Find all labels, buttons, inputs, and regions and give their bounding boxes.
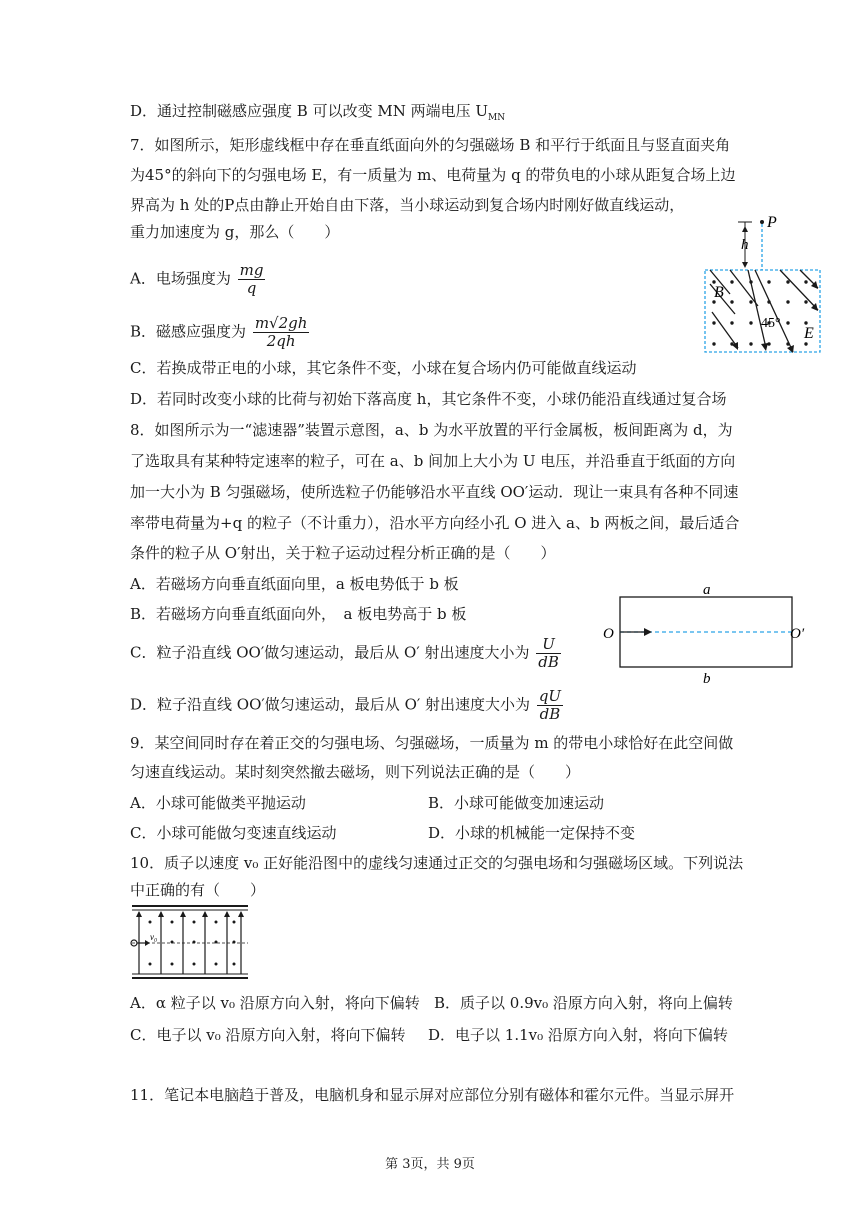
o-prime-label: O′ xyxy=(790,626,805,642)
q10-option-c: C．电子以 v₀ 沿原方向入射，将向下偏转 xyxy=(130,1026,406,1044)
q7-option-d: D．若同时改变小球的比荷与初始下落高度 h，其它条件不变，小球仍能沿直线通过复合场 xyxy=(130,390,727,408)
q10-option-a: A．α 粒子以 v₀ 沿原方向入射，将向下偏转 xyxy=(130,994,420,1012)
prev-option-d xyxy=(130,101,505,128)
e-field-label: E xyxy=(804,325,814,342)
o-label: O xyxy=(603,626,614,642)
field-arrowheads xyxy=(136,911,244,917)
q10-line-1: 10．质子以速度 v₀ 正好能沿图中的虚线匀速通过正交的匀强电场和匀强磁场区域。下列说法 xyxy=(130,854,744,872)
fraction-numerator: U xyxy=(536,636,561,654)
b-field-label: B xyxy=(714,284,724,301)
q8-line-1: 8．如图所示为一“滤速器”装置示意图，a、b 为水平放置的平行金属板，板间距离为 d，为 xyxy=(130,421,733,439)
q9-option-a: A．小球可能做类平抛运动 xyxy=(130,794,306,812)
q8-option-d-fraction xyxy=(537,688,563,723)
q8-option-c-fraction xyxy=(536,636,561,671)
velocity-label: v₀ xyxy=(150,932,158,942)
point-p-label: P xyxy=(767,214,777,231)
q8-line-3: 加一大小为 B 匀强磁场，使所选粒子仍能够沿水平直线 OO′运动．现让一束具有各种不同速 xyxy=(130,483,739,501)
q10-option-b: B．质子以 0.9v₀ 沿原方向入射，将向上偏转 xyxy=(434,994,733,1012)
q7-option-a xyxy=(130,262,265,297)
q9-option-c: C．小球可能做匀变速直线运动 xyxy=(130,824,337,842)
q7-option-a-text: A．电场强度为 xyxy=(130,269,231,288)
point-p xyxy=(760,220,764,224)
plate-b-label: b xyxy=(703,671,711,687)
q8-figure xyxy=(598,580,828,690)
page-footer: 第 3页，共 9页 xyxy=(385,1157,475,1172)
q8-line-5: 条件的粒子从 O′射出，关于粒子运动过程分析正确的是（ ） xyxy=(130,544,556,562)
q7-option-b-text: B．磁感应强度为 xyxy=(130,322,247,341)
q11-line-1: 11．笔记本电脑趋于普及，电脑机身和显示屏对应部位分别有磁体和霍尔元件。当显示屏开 xyxy=(130,1086,735,1104)
q7-option-a-fraction xyxy=(238,262,266,297)
q10-figure xyxy=(128,902,250,984)
q8-option-b: B．若磁场方向垂直纸面向外， a 板电势高于 b 板 xyxy=(130,605,467,623)
q7-figure xyxy=(700,212,825,357)
q7-option-b xyxy=(130,315,309,350)
q9-option-d: D．小球的机械能一定保持不变 xyxy=(428,824,636,842)
q9-line-2: 匀速直线运动。某时刻突然撤去磁场，则下列说法正确的是（ ） xyxy=(130,763,581,781)
field-region xyxy=(705,270,820,352)
q7-option-c: C．若换成带正电的小球，其它条件不变，小球在复合场内仍可能做直线运动 xyxy=(130,359,637,377)
q7-line-4: 重力加速度为 g，那么（ ） xyxy=(130,223,340,241)
q8-option-d xyxy=(130,688,563,723)
q8-line-4: 率带电荷量为+q 的粒子（不计重力），沿水平方向经小孔 O 进入 a、b 两板之间，最后适合 xyxy=(130,514,740,532)
fraction-denominator: dB xyxy=(539,705,561,723)
fraction-denominator: 2qh xyxy=(266,332,296,350)
fraction-numerator: m√2gh xyxy=(254,314,308,332)
angle-label: 45° xyxy=(761,316,781,331)
prev-option-d-text: D．通过控制磁感应强度 B 可以改变 MN 两端电压 U xyxy=(130,102,489,120)
fraction-numerator: qU xyxy=(538,687,562,705)
entry-arrowhead xyxy=(644,628,652,636)
q8-line-2: 了选取具有某种特定速率的粒子，可在 a、b 间加上大小为 U 电压，并沿垂直于纸面的方向 xyxy=(130,452,736,470)
q8-option-c xyxy=(130,636,561,671)
q10-option-d: D．电子以 1.1v₀ 沿原方向入射，将向下偏转 xyxy=(428,1026,728,1044)
fraction-numerator: mg xyxy=(239,261,264,279)
q9-line-1: 9．某空间同时存在着正交的匀强电场、匀强磁场，一质量为 m 的带电小球恰好在此空间做 xyxy=(130,734,734,752)
q9-option-b: B．小球可能做变加速运动 xyxy=(428,794,605,812)
fraction-denominator: q xyxy=(246,279,257,297)
q8-option-c-text: C．粒子沿直线 OO′做匀速运动，最后从 O′ 射出速度大小为 xyxy=(130,643,530,662)
q7-line-1: 7．如图所示，矩形虚线框中存在垂直纸面向外的匀强磁场 B 和平行于纸面且与竖直面夹角 xyxy=(130,136,731,154)
q7-line-3: 界高为 h 处的P点由静止开始自由下落，当小球运动到复合场内时刚好做直线运动， xyxy=(130,196,685,214)
electric-field-lines xyxy=(710,270,818,352)
q7-line-2: 为45°的斜向下的匀强电场 E，有一质量为 m、电荷量为 q 的带负电的小球从距复合场上边 xyxy=(130,166,736,184)
q10-line-2: 中正确的有（ ） xyxy=(130,881,266,899)
q7-option-b-fraction xyxy=(253,315,310,350)
plate-a-label: a xyxy=(703,582,711,598)
q8-option-d-text: D．粒子沿直线 OO′做匀速运动，最后从 O′ 射出速度大小为 xyxy=(130,695,531,714)
q8-option-a: A．若磁场方向垂直纸面向里，a 板电势低于 b 板 xyxy=(130,575,459,593)
height-label: h xyxy=(741,237,749,253)
fraction-denominator: dB xyxy=(538,653,559,671)
prev-option-d-subscript: MN xyxy=(488,113,506,123)
